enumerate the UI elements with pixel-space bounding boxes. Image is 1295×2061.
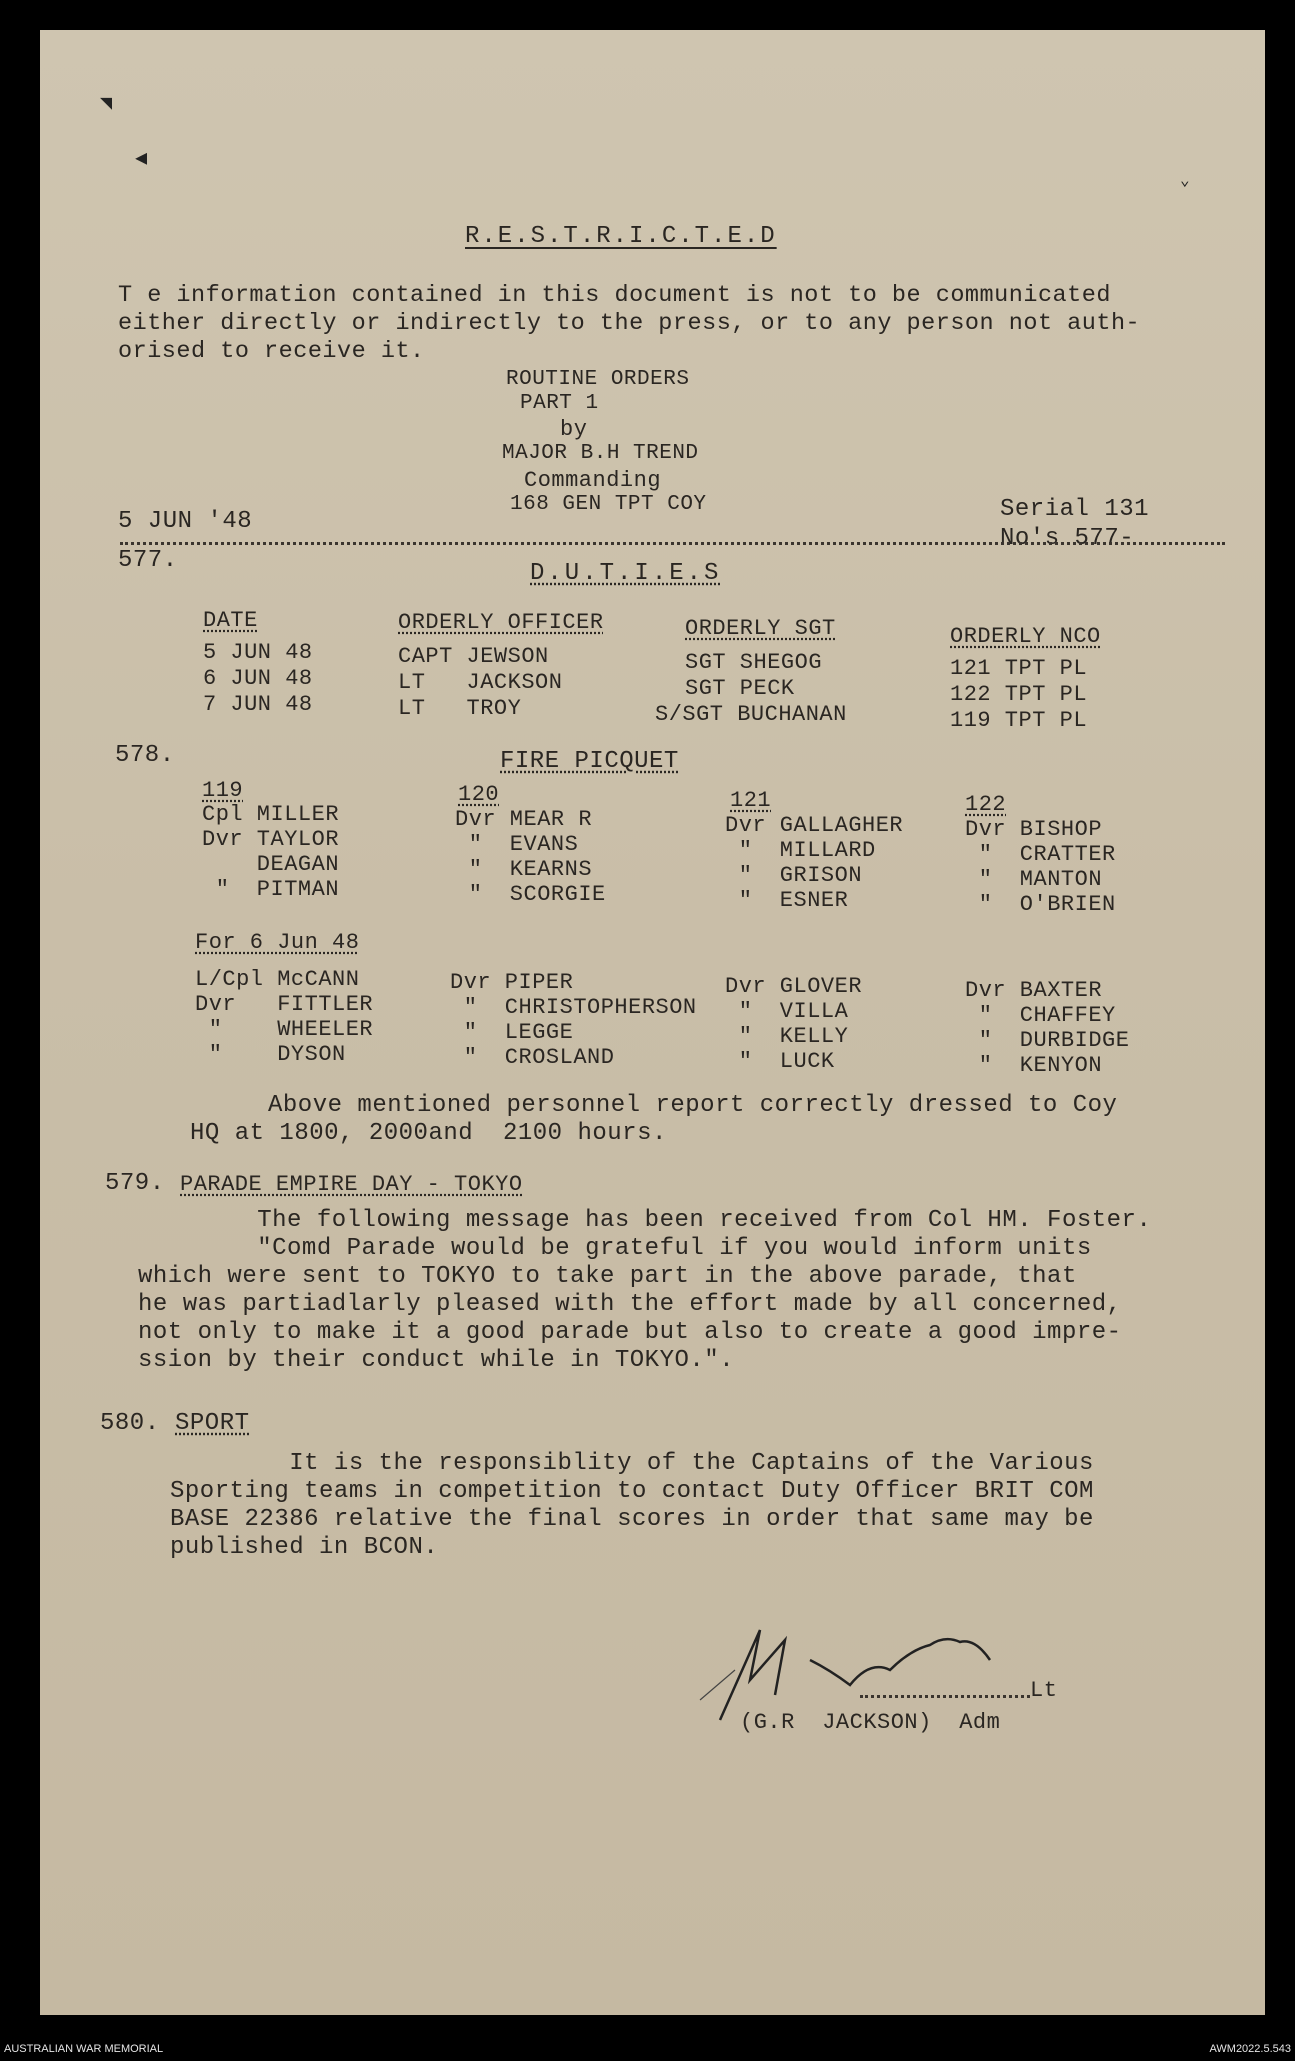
archive-reference: AWM2022.5.543	[1209, 2043, 1291, 2055]
roster-line: Dvr TAYLOR	[202, 827, 340, 852]
platoon-number: 121	[730, 788, 772, 813]
duties-cell: LT TROY	[398, 696, 522, 721]
duties-heading: D.U.T.I.E.S	[530, 560, 722, 587]
parade-line: he was partiadlarly pleased with the effort made by all concerned,	[138, 1291, 1122, 1318]
roster-line: DEAGAN	[202, 852, 340, 877]
roster-line: " KEARNS	[455, 857, 593, 882]
title-line: PART 1	[520, 392, 599, 415]
item-number-580: 580.	[100, 1410, 160, 1437]
title-line: ROUTINE ORDERS	[506, 368, 690, 391]
roster-line: " EVANS	[455, 832, 579, 857]
item-number-579: 579.	[105, 1170, 165, 1197]
duties-cell: 122 TPT PL	[950, 682, 1088, 707]
duties-cell: 121 TPT PL	[950, 656, 1088, 681]
roster-line: " WHEELER	[195, 1017, 374, 1042]
platoon-number: 120	[458, 782, 500, 807]
parade-line: not only to make it a good parade but also to create a good impre-	[138, 1319, 1122, 1346]
punch-hole-mark: ◥	[100, 93, 113, 116]
title-line: 168 GEN TPT COY	[510, 493, 707, 516]
serial-number: Serial 131	[1000, 496, 1150, 523]
roster-line: " O'BRIEN	[965, 892, 1116, 917]
roster-line: " CRATTER	[965, 842, 1116, 867]
fire-picquet-heading: FIRE PICQUET	[500, 748, 679, 775]
title-line: MAJOR B.H TREND	[502, 442, 699, 465]
roster-line: " MANTON	[965, 867, 1103, 892]
punch-hole-mark: ⌄	[1180, 172, 1191, 190]
report-instruction: HQ at 1800, 2000and 2100 hours.	[190, 1120, 667, 1147]
item-number-577: 577.	[118, 547, 178, 574]
roster-line: " MILLARD	[725, 838, 876, 863]
roster-line: " PITMAN	[202, 877, 340, 902]
signatory-name: (G.R JACKSON) Adm	[740, 1710, 1001, 1735]
roster-line: " ESNER	[725, 888, 849, 913]
sport-heading: SPORT	[175, 1410, 250, 1437]
duties-header-sgt: ORDERLY SGT	[685, 616, 836, 641]
roster-date-label: For 6 Jun 48	[195, 930, 360, 955]
sport-line: It is the responsiblity of the Captains of the Various	[170, 1450, 1094, 1477]
roster-line: " LEGGE	[450, 1020, 574, 1045]
parade-heading: PARADE EMPIRE DAY - TOKYO	[180, 1172, 523, 1197]
notice-line: orised to receive it.	[118, 338, 425, 365]
duties-header-date: DATE	[203, 608, 258, 633]
roster-line: Dvr MEAR R	[455, 807, 593, 832]
duties-cell: 5 JUN 48	[203, 640, 313, 665]
roster-line: Dvr BISHOP	[965, 817, 1103, 842]
roster-line: L/Cpl McCANN	[195, 967, 360, 992]
roster-line: " KELLY	[725, 1024, 849, 1049]
roster-line: " KENYON	[965, 1053, 1103, 1078]
roster-line: " GRISON	[725, 863, 863, 888]
separator-line	[120, 542, 1225, 545]
parade-line: The following message has been received from Col HM. Foster.	[138, 1207, 1152, 1234]
notice-line: either directly or indirectly to the press, or to any person not auth-	[118, 310, 1141, 337]
notice-line: T e information contained in this document is not to be communicated	[118, 282, 1111, 309]
parade-line: "Comd Parade would be grateful if you would inform units	[138, 1235, 1092, 1262]
duties-header-nco: ORDERLY NCO	[950, 624, 1101, 649]
duties-cell: S/SGT BUCHANAN	[655, 702, 847, 727]
archive-credit: AUSTRALIAN WAR MEMORIAL	[4, 2043, 164, 2055]
roster-line: " CHRISTOPHERSON	[450, 995, 697, 1020]
duties-header-officer: ORDERLY OFFICER	[398, 610, 604, 635]
roster-line: " DURBIDGE	[965, 1028, 1130, 1053]
report-instruction: Above mentioned personnel report correctly dressed to Coy	[268, 1092, 1118, 1119]
roster-line: " VILLA	[725, 999, 849, 1024]
roster-line: Dvr BAXTER	[965, 978, 1103, 1003]
platoon-number: 119	[202, 778, 244, 803]
duties-cell: 7 JUN 48	[203, 692, 313, 717]
duties-cell: SGT SHEGOG	[685, 650, 823, 675]
duties-cell: CAPT JEWSON	[398, 644, 549, 669]
title-line: by	[560, 417, 588, 442]
roster-line: " DYSON	[195, 1042, 346, 1067]
signature-line	[860, 1695, 1030, 1698]
document-page	[40, 30, 1265, 2015]
roster-line: Dvr GALLAGHER	[725, 813, 904, 838]
duties-cell: 119 TPT PL	[950, 708, 1088, 733]
sport-line: BASE 22386 relative the final scores in order that same may be	[170, 1506, 1094, 1533]
roster-line: " SCORGIE	[455, 882, 606, 907]
duties-cell: 6 JUN 48	[203, 666, 313, 691]
parade-line: ssion by their conduct while in TOKYO.".	[138, 1347, 735, 1374]
roster-line: Cpl MILLER	[202, 802, 340, 827]
sport-line: Sporting teams in competition to contact Duty Officer BRIT COM	[170, 1478, 1094, 1505]
roster-line: Dvr PIPER	[450, 970, 574, 995]
platoon-number: 122	[965, 792, 1007, 817]
title-line: Commanding	[524, 468, 662, 493]
sport-line: published in BCON.	[170, 1534, 439, 1561]
roster-line: " LUCK	[725, 1049, 835, 1074]
roster-line: Dvr FITTLER	[195, 992, 374, 1017]
item-number-578: 578.	[115, 742, 175, 769]
parade-line: which were sent to TOKYO to take part in the above parade, that	[138, 1263, 1077, 1290]
duties-cell: SGT PECK	[685, 676, 795, 701]
document-heading: R.E.S.T.R.I.C.T.E.D	[465, 223, 777, 250]
roster-line: Dvr GLOVER	[725, 974, 863, 999]
roster-line: " CROSLAND	[450, 1045, 615, 1070]
order-numbers: No's 577-	[1000, 525, 1135, 552]
roster-line: " CHAFFEY	[965, 1003, 1116, 1028]
signature-rank: Lt	[1030, 1678, 1058, 1703]
order-date: 5 JUN '48	[118, 508, 253, 535]
duties-cell: LT JACKSON	[398, 670, 563, 695]
punch-hole-mark: ◀	[135, 148, 148, 171]
